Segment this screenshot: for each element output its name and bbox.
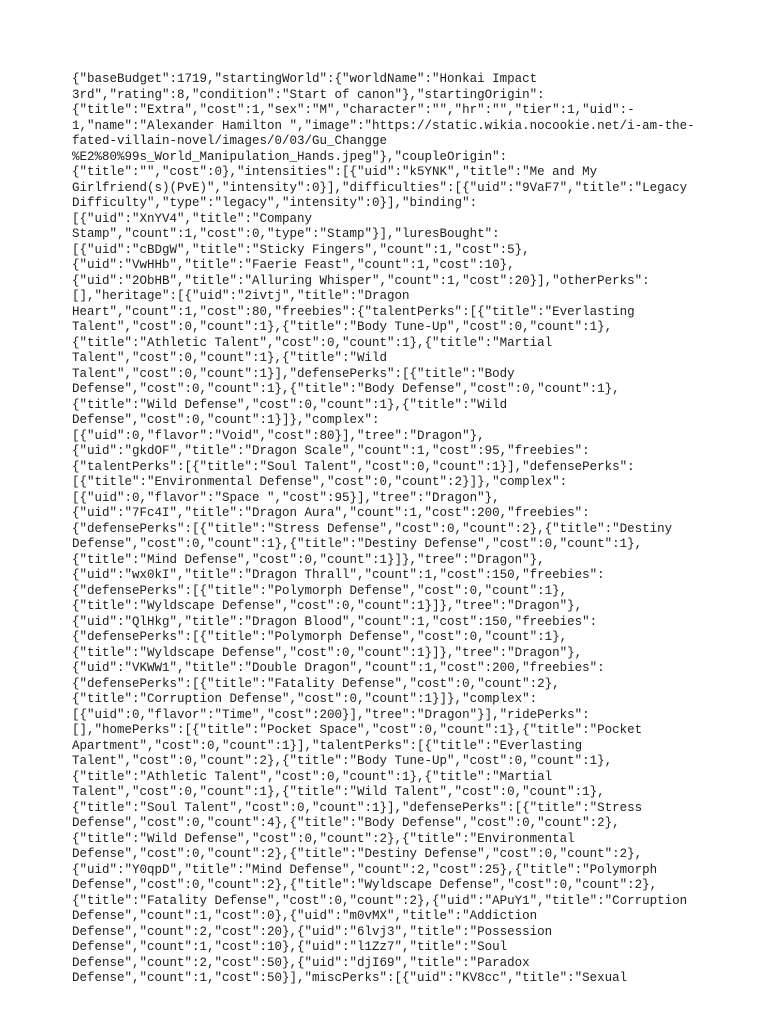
text-line: Talent","cost":0,"count":1},{"title":"Wild Talent","cost":0,"count":1}, [72,785,605,799]
text-line: Talent","cost":0,"count":1},{"title":"Body Tune-Up","cost":0,"count":1}, [72,320,613,334]
text-line: [{"uid":0,"flavor":"Space ","cost":95}],"tree":"Dragon"}, [72,490,500,505]
text-line: 1,"name":"Alexander Hamilton ","image":"https://static.wikia.nocookie.net/i-am-the- [72,118,695,133]
text-line: 3rd","rating":8,"condition":"Start of canon"},"startingOrigin": [72,87,545,102]
text-line: Difficulty","type":"legacy","intensity":0}],"binding": [72,196,478,210]
text-line: [{"uid":0,"flavor":"Time","cost":200}],"tree":"Dragon"}],"ridePerks": [72,707,590,722]
text-line: Defense","count":2,"cost":50},{"uid":"djI69","title":"Paradox [72,955,530,970]
text-line: Stamp","count":1,"cost":0,"type":"Stamp"}],"luresBought": [72,227,500,241]
text-line: {"title":"Wild Defense","cost":0,"count":1},{"title":"Wild [72,397,508,412]
text-line: Defense","cost":0,"count":1},{"title":"Destiny Defense","cost":0,"count":1}, [72,537,643,551]
text-line: {"title":"Mind Defense","cost":0,"count":1}]},"tree":"Dragon"}, [72,552,545,567]
text-line: {"baseBudget":1719,"startingWorld":{"worldName":"Honkai Impact [72,72,538,86]
text-line: Heart","count":1,"cost":80,"freebies":{"talentPerks":[{"title":"Everlasting [72,304,635,319]
text-line: {"uid":"VwHHb","title":"Faerie Feast","count":1,"cost":10}, [72,258,515,272]
text-line: Defense","cost":0,"count":4},{"title":"Body Defense","cost":0,"count":2}, [72,816,620,830]
text-line: [{"uid":"XnYV4","title":"Company [72,211,313,226]
document-body [72,72,712,987]
text-line: Defense","count":1,"cost":10},{"uid":"l1Zz7","title":"Soul [72,940,508,954]
text-line: {"title":"Athletic Talent","cost":0,"count":1},{"title":"Martial [72,769,553,784]
text-line: {"title":"Fatality Defense","cost":0,"count":2},{"uid":"APuY1","title":"Corruption [72,893,688,908]
text-line: {"uid":"Y0qpD","title":"Mind Defense","count":2,"cost":25},{"title":"Polymorph [72,862,658,877]
text-line: {"uid":"QlHkg","title":"Dragon Blood","count":1,"cost":150,"freebies": [72,614,598,629]
text-line: Defense","count":2,"cost":20},{"uid":"6lvj3","title":"Possession [72,924,553,939]
text-line: {"uid":"7Fc4I","title":"Dragon Aura","count":1,"cost":200,"freebies": [72,506,590,520]
text-line: [],"heritage":[{"uid":"2ivtj","title":"Dragon [72,289,410,303]
text-line: {"title":"Wyldscape Defense","cost":0,"count":1}]},"tree":"Dragon"}, [72,599,583,613]
text-line: {"talentPerks":[{"title":"Soul Talent","cost":0,"count":1}],"defensePerks": [72,459,635,474]
text-line: Defense","cost":0,"count":1}]},"complex": [72,413,380,427]
text-line: Talent","cost":0,"count":1}],"defensePerks":[{"title":"Body [72,366,515,381]
text-line: Defense","cost":0,"count":1},{"title":"Body Defense","cost":0,"count":1}, [72,382,620,396]
text-line: Defense","cost":0,"count":2},{"title":"Wyldscape Defense","cost":0,"count":2}, [72,878,658,892]
text-line: {"defensePerks":[{"title":"Stress Defense","cost":0,"count":2},{"title":"Destiny [72,521,673,536]
text-line: {"title":"","cost":0},"intensities":[{"uid":"k5YNK","title":"Me and My [72,165,598,179]
text-line: [{"title":"Environmental Defense","cost":0,"count":2}]},"complex": [72,475,568,489]
text-line: %E2%80%99s_World_Manipulation_Hands.jpeg"},"coupleOrigin": [72,149,508,164]
text-line: Girlfriend(s)(PvE)","intensity":0}],"difficulties":[{"uid":"9VaF7","title":"Legacy [72,180,688,195]
text-line: {"title":"Soul Talent","cost":0,"count":1}],"defensePerks":[{"title":"Stress [72,800,643,815]
text-line: Defense","count":1,"cost":50}],"miscPerks":[{"uid":"KV8cc","title":"Sexual [72,971,628,985]
text-line: {"defensePerks":[{"title":"Polymorph Defense","cost":0,"count":1}, [72,630,568,644]
text-line: {"title":"Extra","cost":1,"sex":"M","character":"","hr":"","tier":1,"uid":- [72,103,635,117]
text-line: Talent","cost":0,"count":1},{"title":"Wild [72,351,388,365]
text-line: [{"uid":"cBDgW","title":"Sticky Fingers","count":1,"cost":5}, [72,242,530,257]
text-line: Apartment","cost":0,"count":1}],"talentPerks":[{"title":"Everlasting [72,738,583,753]
text-line: Defense","count":1,"cost":0},{"uid":"m0vMX","title":"Addiction [72,909,538,923]
text-line: fated-villain-novel/images/0/03/Gu_Changge [72,134,388,148]
text-line: {"uid":"wx0kI","title":"Dragon Thrall","count":1,"cost":150,"freebies": [72,568,605,582]
text-line: {"title":"Athletic Talent","cost":0,"count":1},{"title":"Martial [72,335,553,350]
text-line: {"title":"Corruption Defense","cost":0,"count":1}]},"complex": [72,692,538,706]
text-line: Defense","cost":0,"count":2},{"title":"Destiny Defense","cost":0,"count":2}, [72,847,643,861]
text-line: {"defensePerks":[{"title":"Polymorph Defense","cost":0,"count":1}, [72,583,568,598]
text-line: {"uid":"2ObHB","title":"Alluring Whisper","count":1,"cost":20}],"otherPerks": [72,273,650,288]
text-line: {"title":"Wyldscape Defense","cost":0,"count":1}]},"tree":"Dragon"}, [72,645,583,660]
text-line: Talent","cost":0,"count":2},{"title":"Body Tune-Up","cost":0,"count":1}, [72,754,613,768]
text-line: [{"uid":0,"flavor":"Void","cost":80}],"tree":"Dragon"}, [72,428,485,443]
text-line: {"uid":"VKWW1","title":"Double Dragon","count":1,"cost":200,"freebies": [72,661,605,675]
text-line: {"defensePerks":[{"title":"Fatality Defense","cost":0,"count":2}, [72,676,560,691]
text-line: {"title":"Wild Defense","cost":0,"count":2},{"title":"Environmental [72,831,575,846]
text-line: [],"homePerks":[{"title":"Pocket Space","cost":0,"count":1},{"title":"Pocket [72,723,643,737]
text-line: {"uid":"gkdOF","title":"Dragon Scale","count":1,"cost":95,"freebies": [72,444,590,458]
